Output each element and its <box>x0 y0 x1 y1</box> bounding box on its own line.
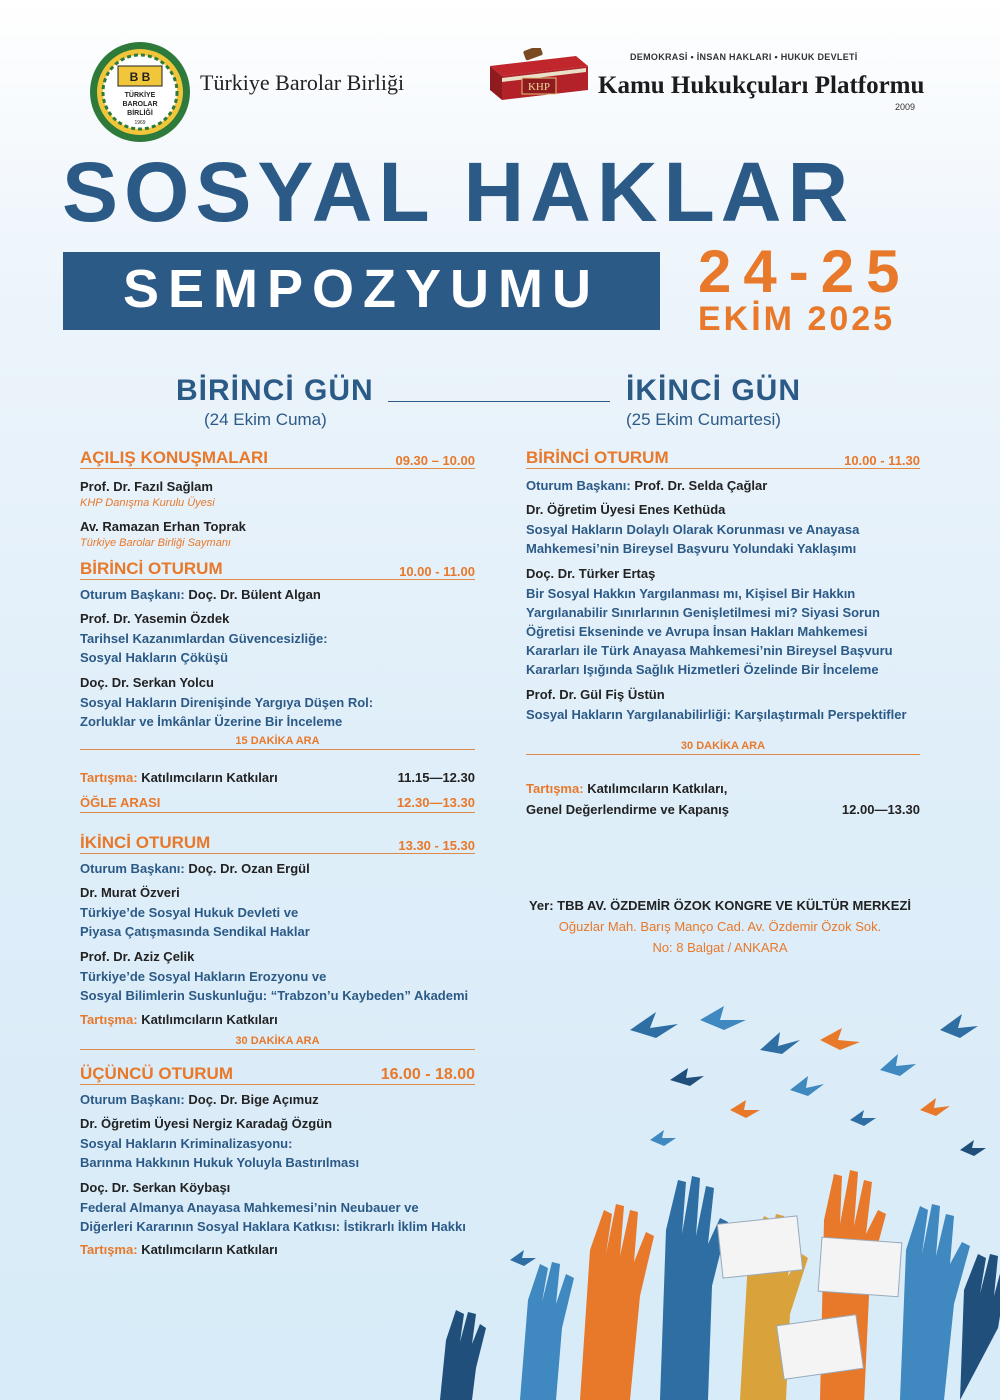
date-days: 24-25 <box>698 238 912 305</box>
discussion-row: Tartışma: Katılımcıların Katkıları, <box>526 781 728 796</box>
speaker-name: Dr. Öğretim Üyesi Nergiz Karadağ Özgün <box>80 1116 333 1131</box>
speaker-name: Dr. Öğretim Üyesi Enes Kethüda <box>526 502 726 517</box>
tbb-logo-text-1: TÜRKİYE <box>124 92 156 99</box>
day-divider <box>388 401 610 402</box>
talk-topic: Federal Almanya Anayasa Mahkemesi’nin Neubauer ve Diğerleri Kararının Sosyal Haklara Katkısı: İstikrarlı İklim Hakkı <box>80 1200 466 1234</box>
speaker-name: Doç. Dr. Serkan Köybaşı <box>80 1180 231 1195</box>
session1-time: 10.00 - 11.00 <box>399 564 475 579</box>
day1-title: BİRİNCİ GÜN <box>176 374 374 407</box>
opening-title: AÇILIŞ KONUŞMALARI <box>80 448 268 467</box>
speaker-role: KHP Danışma Kurulu Üyesi <box>80 497 215 509</box>
day1-subtitle: (24 Ekim Cuma) <box>204 410 327 429</box>
khp-tagline: DEMOKRASİ • İNSAN HAKLARI • HUKUK DEVLETİ <box>630 52 858 62</box>
discussion-row: Tartışma: Katılımcıların Katkıları <box>80 1242 278 1257</box>
closing-row: Genel Değerlendirme ve Kapanış 12.00—13.30 <box>526 802 920 817</box>
day2-title: İKİNCİ GÜN <box>626 374 801 407</box>
main-title: SOSYAL HAKLAR <box>62 145 855 239</box>
khp-year: 2009 <box>895 102 916 112</box>
talk-topic: Bir Sosyal Hakkın Yargılanması mı, Kişisel Bir Hakkın Yargılanabilir Sınırlarının Genişletilmesi mi? Siyasi Sorun Öğretisi Ekseninde ve Avrupa İnsan Hakları Mahkemesi Kararları ile Türk Anayasa Mahkemesi’nin Bireysel Başvuru Kararları Işığında Sağlık Hizmetleri Özelinde Bir İnceleme <box>526 586 893 677</box>
speaker-name: Doç. Dr. Türker Ertaş <box>526 566 656 581</box>
day2-session1-title: BİRİNCİ OTURUM <box>526 448 669 467</box>
tbb-logo <box>88 40 192 144</box>
subtitle: SEMPOZYUMU <box>122 259 601 319</box>
talk-topic: Türkiye’de Sosyal Hakların Erozyonu ve Sosyal Bilimlerin Suskunluğu: “Trabzon’u Kaybeden” Akademi <box>80 969 469 1003</box>
day2-program <box>526 446 920 817</box>
session-chair: Oturum Başkanı: Doç. Dr. Ozan Ergül <box>80 861 310 876</box>
speaker-name: Av. Ramazan Erhan Toprak <box>80 519 246 534</box>
talk-topic: Sosyal Hakların Direnişinde Yargıya Düşen Rol: Zorluklar ve İmkânlar Üzerine Bir İnceleme <box>80 695 374 729</box>
tbb-logo-text-4: 1969 <box>134 120 146 126</box>
tbb-name: Türkiye Barolar Birliği <box>200 70 405 95</box>
speaker-name: Prof. Dr. Fazıl Sağlam <box>80 479 213 494</box>
session1-title: BİRİNCİ OTURUM <box>80 559 223 578</box>
break-label: 15 DAKİKA ARA <box>80 735 475 750</box>
speaker-name: Prof. Dr. Gül Fiş Üstün <box>526 687 665 702</box>
tbb-logo-text-2: BAROLAR <box>122 101 158 108</box>
venue-address-1: Oğuzlar Mah. Barış Manço Cad. Av. Özdemir Özok Sok. <box>558 919 882 934</box>
svg-text:B B: B B <box>129 70 151 84</box>
session-chair: Oturum Başkanı: Doç. Dr. Bülent Algan <box>80 587 321 602</box>
opening-header <box>80 446 475 469</box>
lunch-row: ÖĞLE ARASI 12.30—13.30 <box>80 795 475 813</box>
speaker-name: Prof. Dr. Yasemin Özdek <box>80 611 230 626</box>
talk-topic: Sosyal Hakların Dolaylı Olarak Korunması ve Anayasa Mahkemesi’nin Bireysel Başvuru Yolundaki Yaklaşımı <box>526 522 860 556</box>
discussion-row: Tartışma: Katılımcıların Katkıları 11.15—12.30 <box>80 770 475 785</box>
hand-icons <box>440 1170 1000 1400</box>
day2-subtitle: (25 Ekim Cumartesi) <box>626 410 781 429</box>
opening-time: 09.30 – 10.00 <box>395 453 475 468</box>
khp-book-logo <box>488 48 590 102</box>
khp-name: Kamu Hukukçuları Platformu <box>598 72 925 99</box>
tbb-logo-text-3: BİRLİĞİ <box>127 110 153 117</box>
session3-title: ÜÇÜNCÜ OTURUM <box>80 1064 233 1083</box>
venue-address-2: No: 8 Balgat / ANKARA <box>652 940 788 955</box>
hands-birds-illustration <box>400 1000 1000 1400</box>
speaker-name: Doç. Dr. Serkan Yolcu <box>80 675 214 690</box>
session-chair: Oturum Başkanı: Prof. Dr. Selda Çağlar <box>526 478 768 493</box>
session2-header <box>80 831 475 854</box>
discussion-row: Tartışma: Katılımcıların Katkıları <box>80 1012 278 1027</box>
talk-topic: Türkiye’de Sosyal Hukuk Devleti ve Piyasa Çatışmasında Sendikal Haklar <box>80 905 310 939</box>
session3-time: 16.00 - 18.00 <box>380 1066 475 1083</box>
break-label: 30 DAKİKA ARA <box>526 740 920 755</box>
break-label: 30 DAKİKA ARA <box>80 1035 475 1050</box>
talk-topic: Tarihsel Kazanımlardan Güvencesizliğe: Sosyal Hakların Çöküşü <box>80 631 328 665</box>
session1-header <box>80 557 475 580</box>
venue-block <box>520 898 920 955</box>
session-chair: Oturum Başkanı: Doç. Dr. Bige Açımuz <box>80 1092 319 1107</box>
khp-book-label: KHP <box>527 81 551 93</box>
venue-name: Yer: TBB AV. ÖZDEMİR ÖZOK KONGRE VE KÜLTÜR MERKEZİ <box>528 898 912 913</box>
day2-session1-header <box>526 446 920 469</box>
day2-session1-time: 10.00 - 11.30 <box>844 453 920 468</box>
speaker-name: Dr. Murat Özveri <box>80 885 180 900</box>
speaker-role: Türkiye Barolar Birliği Saymanı <box>80 537 231 549</box>
talk-topic: Sosyal Hakların Yargılanabilirliği: Karşılaştırmalı Perspektifler <box>526 707 907 722</box>
speaker-name: Prof. Dr. Aziz Çelik <box>80 949 195 964</box>
session2-title: İKİNCİ OTURUM <box>80 833 211 852</box>
session2-time: 13.30 - 15.30 <box>398 838 475 853</box>
talk-topic: Sosyal Hakların Kriminalizasyonu: Barınma Hakkının Hukuk Yoluyla Bastırılması <box>80 1136 360 1170</box>
date-month: EKİM 2025 <box>698 300 896 338</box>
